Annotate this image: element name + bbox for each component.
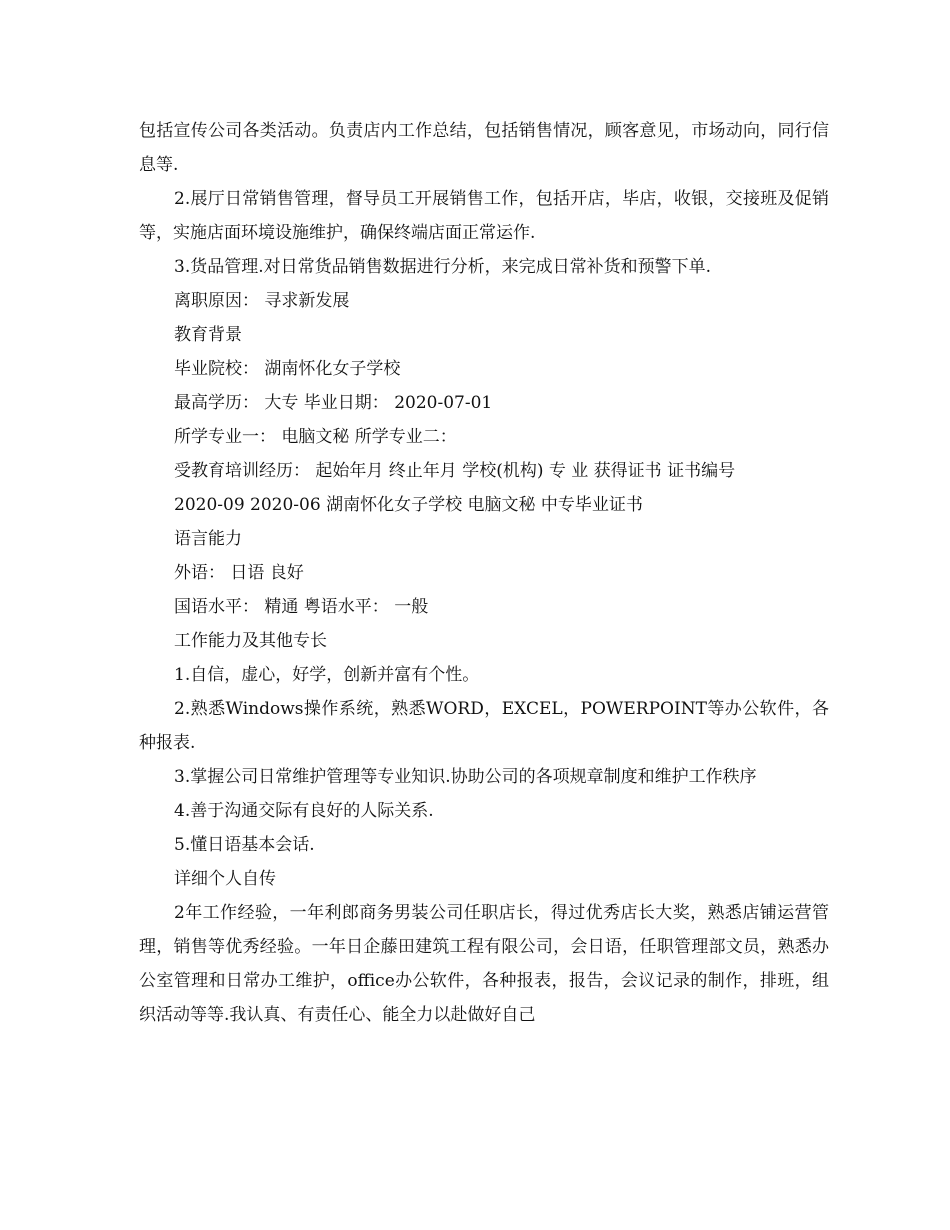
- section-heading-education: 教育背景: [174, 325, 242, 345]
- list-item-skill-5: 5.懂日语基本会话.: [174, 835, 315, 855]
- paragraph-training-record: 2020-09 2020-06 湖南怀化女子学校 电脑文秘 中专毕业证书: [174, 495, 643, 515]
- paragraph-mandarin-cantonese: 国语水平： 精通 粤语水平： 一般: [174, 597, 429, 617]
- list-item-skill-4: 4.善于沟通交际有良好的人际关系.: [174, 801, 434, 821]
- paragraph-foreign-language: 外语： 日语 良好: [174, 563, 304, 583]
- paragraph-leaving-reason: 离职原因： 寻求新发展: [174, 291, 350, 311]
- list-item-skill-1: 1.自信，虚心，好学，创新并富有个性。: [174, 665, 480, 685]
- document-body: [139, 114, 829, 1032]
- list-item-skill-3: 3.掌握公司日常维护管理等专业知识.协助公司的各项规章制度和维护工作秩序: [174, 767, 757, 787]
- paragraph-majors: 所学专业一： 电脑文秘 所学专业二：: [174, 427, 457, 447]
- paragraph-autobiography: 2年工作经验，一年利郎商务男装公司任职店长，得过优秀店长大奖，熟悉店铺运营管理，销售等优秀经验。一年日企藤田建筑工程有限公司，会日语，任职管理部文员，熟悉办公室管理和日常办工维护，office办公软件，各种报表，报告，会议记录的制作，排班，组织活动等等.我认真、有责任心、能全力以赴做好自己: [139, 903, 829, 1025]
- paragraph-graduate-school: 毕业院校： 湖南怀化女子学校: [174, 359, 401, 379]
- paragraph-activities-summary: 包括宣传公司各类活动。负责店内工作总结，包括销售情况，顾客意见，市场动向，同行信息等.: [139, 121, 829, 175]
- section-heading-autobiography: 详细个人自传: [174, 869, 276, 889]
- paragraph-showroom-sales: 2.展厅日常销售管理，督导员工开展销售工作，包括开店，毕店，收银，交接班及促销等，实施店面环境设施维护，确保终端店面正常运作.: [139, 189, 829, 243]
- paragraph-highest-degree: 最高学历： 大专 毕业日期： 2020-07-01: [174, 393, 493, 413]
- paragraph-training-header: 受教育培训经历： 起始年月 终止年月 学校(机构) 专 业 获得证书 证书编号: [174, 461, 736, 481]
- paragraph-goods-management: 3.货品管理.对日常货品销售数据进行分析，来完成日常补货和预警下单.: [174, 257, 712, 277]
- section-heading-skills: 工作能力及其他专长: [174, 631, 327, 651]
- section-heading-language: 语言能力: [174, 529, 242, 549]
- list-item-skill-2: 2.熟悉Windows操作系统，熟悉WORD，EXCEL，POWERPOINT等办公软件，各种报表.: [139, 699, 829, 753]
